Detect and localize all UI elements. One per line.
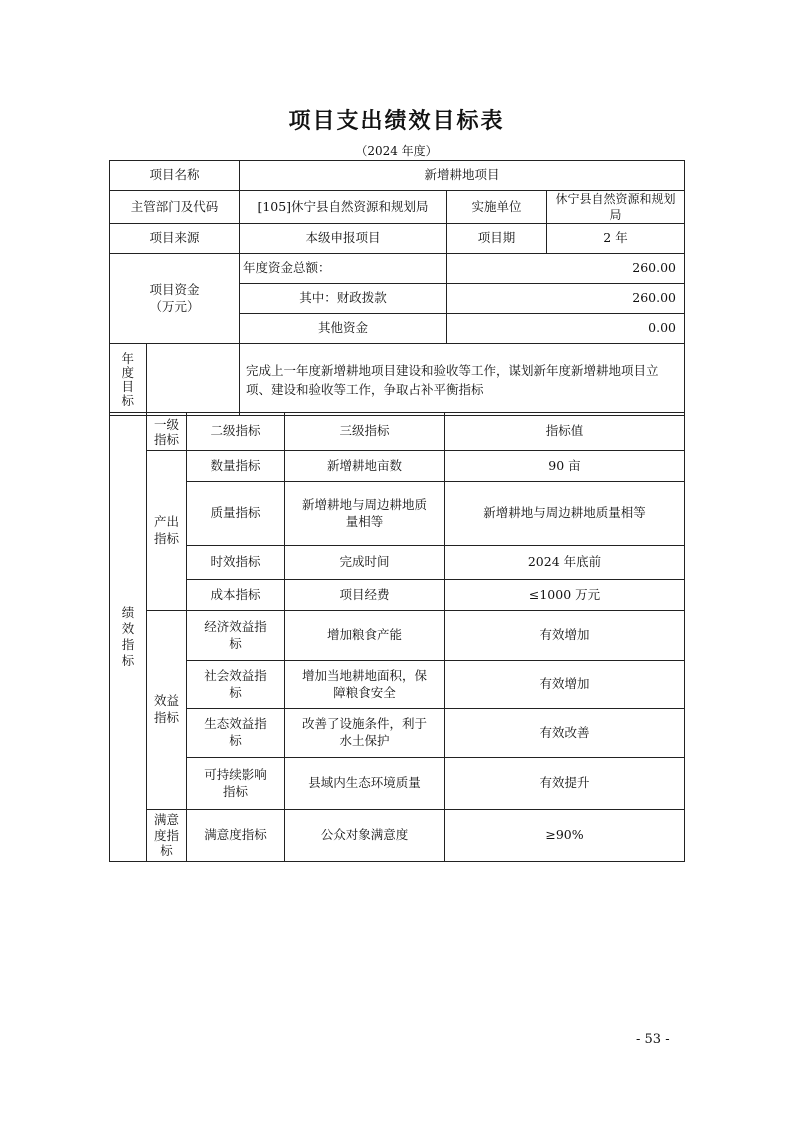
table-row-level2: 生态效益指 标 <box>187 709 285 758</box>
table-row-level2: 社会效益指 标 <box>187 661 285 709</box>
annual-goal-text: 完成上一年度新增耕地项目建设和验收等工作，谋划新年度新增耕地项目立项、建设和验收等工作，争取占补平衡指标 <box>240 344 685 416</box>
table-row-value: 有效增加 <box>445 611 685 661</box>
table-row-value: 有效提升 <box>445 758 685 810</box>
project-name-value: 新增耕地项目 <box>240 161 685 191</box>
page-title: 项目支出绩效目标表 <box>288 108 505 134</box>
header-level3: 三级指标 <box>285 413 445 451</box>
source-value: 本级申报项目 <box>240 224 447 254</box>
basic-info-table <box>109 160 685 416</box>
table-row-value: 有效改善 <box>445 709 685 758</box>
impl-unit-value: 休宁县自然资源和规划局 <box>547 191 685 224</box>
period-label: 项目期 <box>447 224 547 254</box>
annual-goal-label: 年 度 目 标 <box>110 344 240 416</box>
table-row-level3: 新增耕地与周边耕地质 量相等 <box>285 482 445 546</box>
total-funds-label: 年度资金总额： <box>240 254 447 284</box>
header-value: 指标值 <box>445 413 685 451</box>
table-row-value: 新增耕地与周边耕地质量相等 <box>445 482 685 546</box>
table-row-level2: 时效指标 <box>187 546 285 580</box>
indicators-table <box>109 412 685 862</box>
total-funds-value: 260.00 <box>447 254 685 284</box>
page-subtitle: （2024 年度） <box>355 144 438 158</box>
table-row-level2: 质量指标 <box>187 482 285 546</box>
table-row-value: ≤1000 万元 <box>445 580 685 611</box>
table-row-level2: 可持续影响 指标 <box>187 758 285 810</box>
table-row-level2: 成本指标 <box>187 580 285 611</box>
table-row-level3: 新增耕地亩数 <box>285 451 445 482</box>
table-row-level3: 完成时间 <box>285 546 445 580</box>
dept-value: [105]休宁县自然资源和规划局 <box>240 191 447 224</box>
satisfaction-indicators-label: 满意 度指 标 <box>147 810 187 862</box>
table-row-value: ≥90% <box>445 810 685 862</box>
dept-label: 主管部门及代码 <box>110 191 240 224</box>
table-row-level3: 公众对象满意度 <box>285 810 445 862</box>
table-row-level3: 县域内生态环境质量 <box>285 758 445 810</box>
benefit-indicators-label: 效益 指标 <box>147 611 187 810</box>
period-value: 2 年 <box>547 224 685 254</box>
output-indicators-label: 产出 指标 <box>147 451 187 611</box>
other-funds-value: 0.00 <box>447 314 685 344</box>
table-row-level3: 增加当地耕地面积，保 障粮食安全 <box>285 661 445 709</box>
table-row-level3: 改善了设施条件，利于 水土保护 <box>285 709 445 758</box>
table-row-level3: 项目经费 <box>285 580 445 611</box>
header-level2: 二级指标 <box>187 413 285 451</box>
other-funds-label: 其他资金 <box>240 314 447 344</box>
table-row-value: 有效增加 <box>445 661 685 709</box>
performance-indicators-label: 绩 效 指 标 <box>110 413 147 862</box>
table-row-level3: 增加粮食产能 <box>285 611 445 661</box>
project-name-label: 项目名称 <box>110 161 240 191</box>
table-row-level2: 数量指标 <box>187 451 285 482</box>
fiscal-funds-label: 其中：财政拨款 <box>240 284 447 314</box>
table-row-level2: 经济效益指 标 <box>187 611 285 661</box>
impl-unit-label: 实施单位 <box>447 191 547 224</box>
table-row-value: 90 亩 <box>445 451 685 482</box>
page-number: - 53 - <box>636 1032 670 1047</box>
header-level1: 一级 指标 <box>147 413 187 451</box>
fiscal-funds-value: 260.00 <box>447 284 685 314</box>
funds-label: 项目资金 （万元） <box>110 254 240 344</box>
source-label: 项目来源 <box>110 224 240 254</box>
table-row-level2: 满意度指标 <box>187 810 285 862</box>
table-row-value: 2024 年底前 <box>445 546 685 580</box>
